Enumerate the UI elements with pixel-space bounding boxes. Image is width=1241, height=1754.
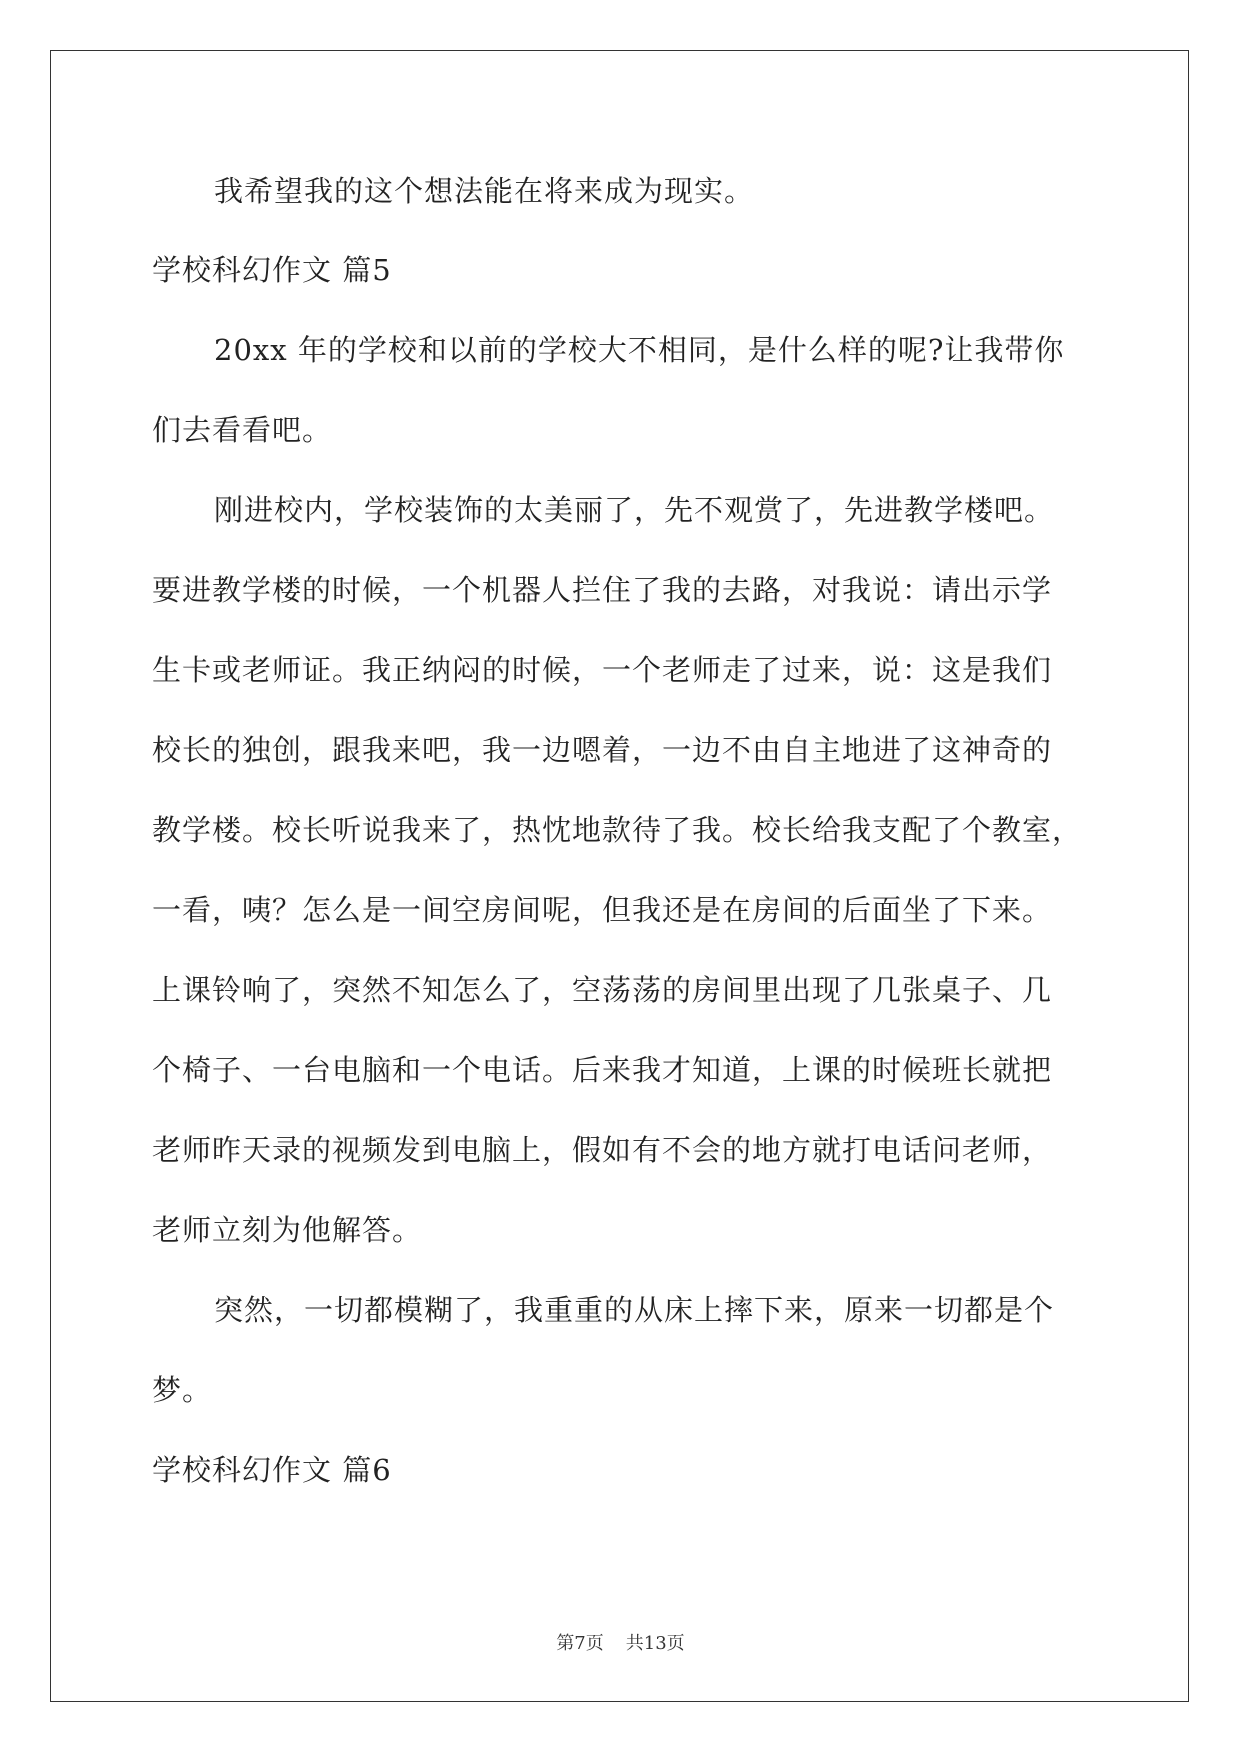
paragraph-line: 20xx 年的学校和以前的学校大不相同，是什么样的呢?让我带你 [214, 333, 1065, 367]
section-heading: 学校科幻作文 篇5 [152, 253, 392, 287]
paragraph-line: 突然，一切都模糊了，我重重的从床上摔下来，原来一切都是个 [214, 1293, 1055, 1327]
paragraph-line: 一看，咦？怎么是一间空房间呢，但我还是在房间的后面坐了下来。 [152, 893, 1053, 927]
paragraph-line: 老师立刻为他解答。 [152, 1213, 423, 1247]
paragraph-line: 生卡或老师证。我正纳闷的时候，一个老师走了过来，说：这是我们 [152, 653, 1053, 687]
paragraph-line: 梦。 [152, 1373, 213, 1407]
paragraph-line: 个椅子、一台电脑和一个电话。后来我才知道，上课的时候班长就把 [152, 1053, 1053, 1087]
paragraph-line: 们去看看吧。 [152, 413, 333, 447]
paragraph-line: 老师昨天录的视频发到电脑上，假如有不会的地方就打电话问老师， [152, 1133, 1053, 1167]
paragraph-line: 刚进校内，学校装饰的太美丽了，先不观赏了，先进教学楼吧。 [214, 493, 1055, 527]
paragraph-line: 校长的独创，跟我来吧，我一边嗯着，一边不由自主地进了这神奇的 [152, 733, 1053, 767]
section-heading: 学校科幻作文 篇6 [152, 1453, 392, 1487]
paragraph-line: 我希望我的这个想法能在将来成为现实。 [214, 174, 755, 208]
paragraph-line: 上课铃响了，突然不知怎么了，空荡荡的房间里出现了几张桌子、几 [152, 973, 1053, 1007]
paragraph-line: 要进教学楼的时候，一个机器人拦住了我的去路，对我说：请出示学 [152, 573, 1053, 607]
paragraph-line: 教学楼。校长听说我来了，热忱地款待了我。校长给我支配了个教室， [152, 813, 1083, 847]
page-number: 第7页 [556, 1633, 604, 1654]
page-footer [0, 1632, 1241, 1656]
page-total: 共13页 [625, 1633, 685, 1654]
